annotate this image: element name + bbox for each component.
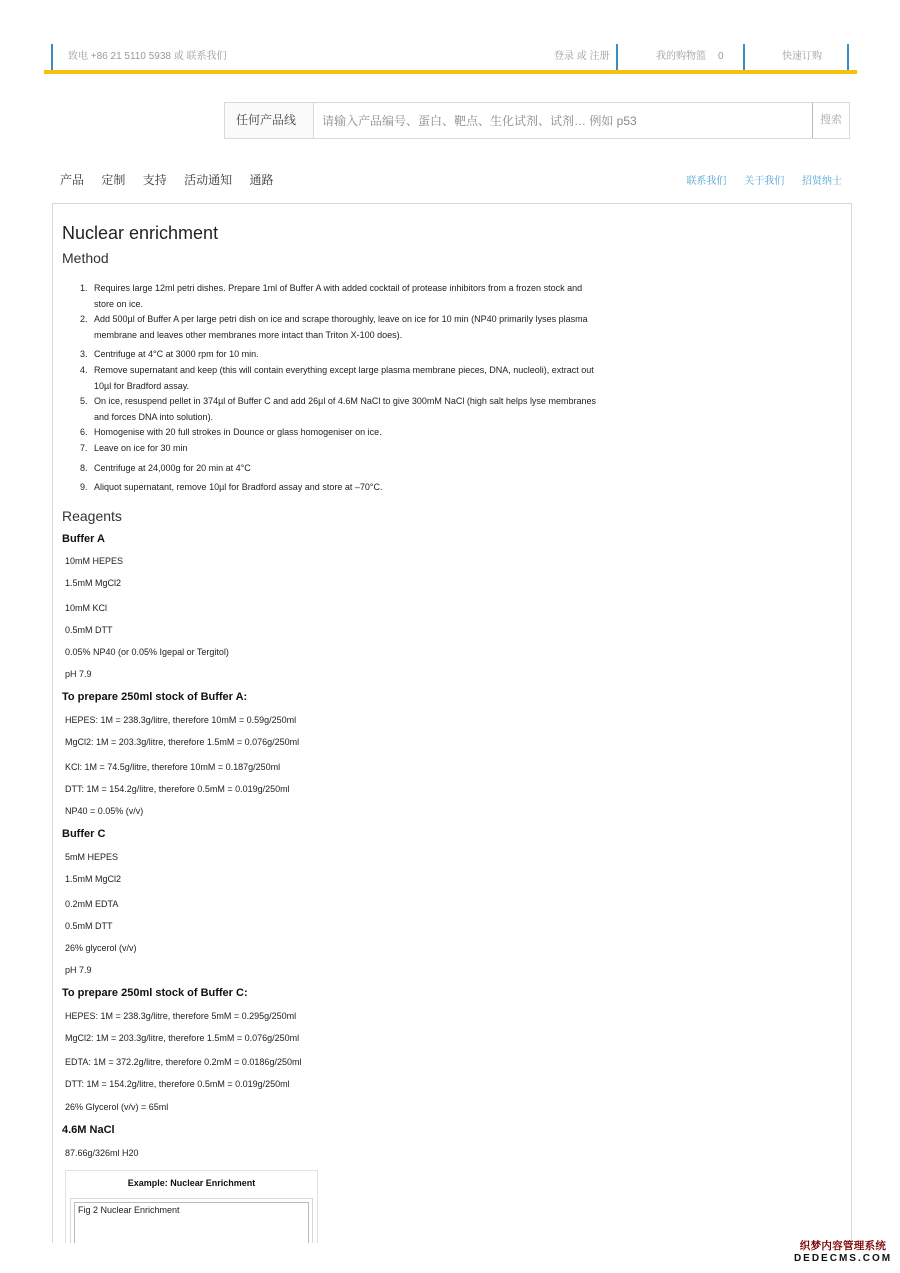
reagent-row: DTT: 1M = 154.2g/litre, therefore 0.5mM = 0.019g/250ml bbox=[65, 1079, 290, 1089]
reagent-row: 0.05% NP40 (or 0.05% Igepal or Tergitol) bbox=[65, 647, 229, 657]
step-text: Add 500µl of Buffer A per large petri dish on ice and scrape thoroughly, leave on ice for 10 min (NP40 primarily lyses plasma bbox=[94, 314, 588, 325]
step-text: Homogenise with 20 full strokes in Dounce or glass homogeniser on ice. bbox=[94, 427, 382, 438]
figure-frame bbox=[70, 1198, 313, 1243]
step-number: 9. bbox=[80, 482, 88, 493]
step-number: 8. bbox=[80, 462, 88, 473]
cart-count: 0 bbox=[718, 51, 724, 62]
step-number: 2. bbox=[80, 314, 88, 325]
nav-item-custom[interactable]: 定制 bbox=[101, 173, 126, 187]
step-number: 3. bbox=[80, 349, 88, 360]
example-figure-box bbox=[65, 1170, 318, 1243]
brand-stripe bbox=[44, 70, 857, 74]
reagent-row: 10mM KCl bbox=[65, 603, 108, 613]
product-line-select[interactable]: 任何产品线 bbox=[225, 103, 314, 138]
reagent-row: NP40 = 0.05% (v/v) bbox=[65, 806, 144, 816]
cart-label: 我的购物篮 bbox=[656, 51, 706, 62]
method-step bbox=[80, 441, 660, 457]
reagent-heading: To prepare 250ml stock of Buffer A: bbox=[62, 691, 248, 703]
quick-order-link[interactable]: 快速订购 bbox=[782, 51, 822, 62]
reagent-row: 26% Glycerol (v/v) = 65ml bbox=[65, 1102, 169, 1112]
step-number: 6. bbox=[80, 427, 88, 438]
nav-item-pathways[interactable]: 通路 bbox=[249, 173, 274, 187]
method-step bbox=[80, 425, 660, 441]
reagents-heading: Reagents bbox=[62, 508, 122, 524]
reagent-row: 26% glycerol (v/v) bbox=[65, 943, 137, 953]
step-text: Remove supernatant and keep (this will contain everything except large plasma membrane pieces, DNA, nucleoli), extract out bbox=[94, 364, 594, 375]
nav-about-us[interactable]: 关于我们 bbox=[744, 176, 785, 187]
search-bar bbox=[224, 102, 850, 139]
reagent-row: 1.5mM MgCl2 bbox=[65, 578, 122, 588]
step-text: Requires large 12ml petri dishes. Prepare 1ml of Buffer A with added cocktail of protease inhibitors from a frozen stock and bbox=[94, 283, 583, 293]
method-step bbox=[80, 363, 660, 394]
main-nav bbox=[60, 171, 287, 188]
step-text: Centrifuge at 24,000g for 20 min at 4°C bbox=[94, 462, 251, 473]
reagent-row: 10mM HEPES bbox=[65, 556, 124, 566]
method-step bbox=[80, 461, 660, 477]
method-step bbox=[80, 347, 660, 363]
reagent-row: 87.66g/326ml H20 bbox=[65, 1148, 139, 1158]
method-heading: Method bbox=[62, 250, 109, 266]
reagent-heading: Buffer C bbox=[62, 828, 106, 840]
reagent-heading: Buffer A bbox=[62, 533, 105, 545]
reagent-row: HEPES: 1M = 238.3g/litre, therefore 10mM = 0.59g/250ml bbox=[65, 715, 297, 725]
step-text: store on ice. bbox=[94, 298, 144, 309]
step-number: 7. bbox=[80, 442, 88, 453]
divider bbox=[743, 44, 745, 70]
method-step bbox=[80, 480, 660, 496]
watermark-en: DEDECMS.COM bbox=[793, 1253, 893, 1264]
secondary-nav bbox=[671, 172, 842, 187]
reagent-row: 0.5mM DTT bbox=[65, 625, 113, 635]
reagent-row: 5mM HEPES bbox=[65, 852, 119, 862]
step-text: membrane and leaves other membranes more intact than Triton X-100 does). bbox=[94, 329, 403, 340]
cart-link[interactable] bbox=[656, 44, 724, 70]
reagent-row: HEPES: 1M = 238.3g/litre, therefore 5mM = 0.295g/250ml bbox=[65, 1011, 297, 1021]
method-step bbox=[80, 281, 660, 312]
watermark-cn: 织梦内容管理系统 bbox=[799, 1240, 887, 1252]
step-text: 10µl for Bradford assay. bbox=[94, 380, 190, 391]
reagent-row: KCl: 1M = 74.5g/litre, therefore 10mM = 0.187g/250ml bbox=[65, 762, 281, 772]
reagent-row: 1.5mM MgCl2 bbox=[65, 874, 122, 884]
reagent-row: EDTA: 1M = 372.2g/litre, therefore 0.2mM = 0.0186g/250ml bbox=[65, 1057, 302, 1067]
step-text: On ice, resuspend pellet in 374µl of Buffer C and add 26µl of 4.6M NaCl to give 300mM NaCl (high salt helps lyse membranes bbox=[94, 396, 596, 407]
figure-caption: Fig 2 Nuclear Enrichment bbox=[74, 1202, 309, 1243]
reagent-row: MgCl2: 1M = 203.3g/litre, therefore 1.5mM = 0.076g/250ml bbox=[65, 1033, 300, 1043]
contact-phone-link[interactable]: 致电 +86 21 5110 5938 或 联系我们 bbox=[68, 51, 227, 62]
reagent-row: pH 7.9 bbox=[65, 669, 92, 679]
divider bbox=[847, 44, 849, 70]
step-text: Leave on ice for 30 min bbox=[94, 442, 188, 453]
search-input[interactable] bbox=[314, 103, 812, 138]
nav-item-products[interactable]: 产品 bbox=[60, 173, 85, 187]
method-step bbox=[80, 394, 660, 425]
reagent-row: DTT: 1M = 154.2g/litre, therefore 0.5mM = 0.019g/250ml bbox=[65, 784, 290, 794]
nav-item-support[interactable]: 支持 bbox=[142, 173, 167, 187]
page-title: Nuclear enrichment bbox=[62, 223, 219, 243]
step-number: 5. bbox=[80, 396, 88, 407]
nav-item-events[interactable]: 活动通知 bbox=[184, 173, 233, 187]
example-title: Example: Nuclear Enrichment bbox=[127, 1178, 256, 1188]
method-steps bbox=[80, 281, 660, 496]
reagent-heading: 4.6M NaCl bbox=[62, 1124, 115, 1136]
method-step bbox=[80, 312, 660, 343]
watermark bbox=[790, 1238, 896, 1264]
top-utility-bar bbox=[44, 44, 857, 70]
reagent-row: MgCl2: 1M = 203.3g/litre, therefore 1.5mM = 0.076g/250ml bbox=[65, 737, 300, 747]
content-card bbox=[52, 203, 852, 1243]
step-number: 4. bbox=[80, 364, 88, 375]
step-number: 1. bbox=[80, 283, 88, 293]
divider bbox=[616, 44, 618, 70]
step-text: Aliquot supernatant, remove 10µl for Bradford assay and store at –70°C. bbox=[94, 482, 383, 493]
login-register-link[interactable]: 登录 或 注册 bbox=[554, 51, 610, 62]
nav-contact-us[interactable]: 联系我们 bbox=[686, 176, 727, 187]
reagent-heading: To prepare 250ml stock of Buffer C: bbox=[62, 987, 248, 999]
divider bbox=[51, 44, 53, 70]
step-text: Centrifuge at 4°C at 3000 rpm for 10 min. bbox=[94, 349, 259, 360]
nav-careers[interactable]: 招贤纳士 bbox=[802, 176, 842, 187]
search-button[interactable]: 搜索 bbox=[812, 103, 849, 138]
reagent-row: 0.2mM EDTA bbox=[65, 899, 119, 909]
step-text: and forces DNA into solution). bbox=[94, 411, 214, 422]
reagent-row: pH 7.9 bbox=[65, 965, 92, 975]
reagent-row: 0.5mM DTT bbox=[65, 921, 113, 931]
